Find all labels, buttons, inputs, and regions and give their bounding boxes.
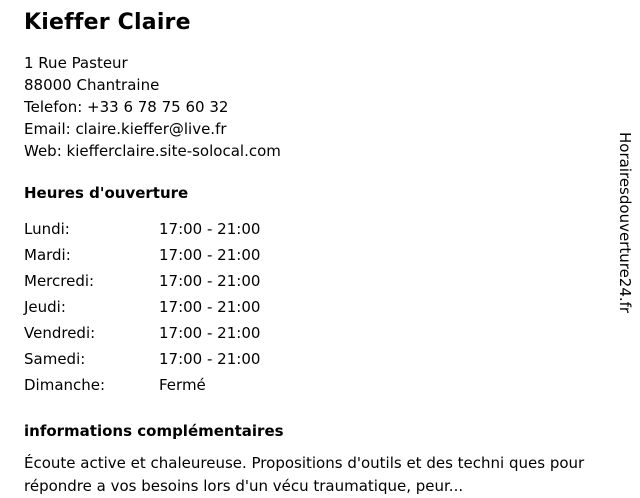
additional-info-title: informations complémentaires (24, 422, 284, 441)
hours-day-label: Lundi: (24, 220, 70, 239)
additional-info-line-1: Écoute active et chaleureuse. Propositions d'outils et des techni (24, 454, 505, 473)
hours-time-value: 17:00 - 21:00 (159, 220, 261, 239)
hours-time-value: 17:00 - 21:00 (159, 298, 261, 317)
hours-day-label: Jeudi: (24, 298, 66, 317)
hours-day-label: Mercredi: (24, 272, 95, 291)
hours-time-value: 17:00 - 21:00 (159, 324, 261, 343)
hours-time-value: 17:00 - 21:00 (159, 350, 261, 369)
hours-day-label: Dimanche: (24, 376, 106, 395)
table-row (24, 346, 339, 372)
hours-time-value: Fermé (159, 376, 206, 395)
additional-info-text (24, 452, 589, 498)
phone-line: Telefon: +33 6 78 75 60 32 (24, 98, 229, 117)
page-title: Kieffer Claire (24, 10, 191, 35)
hours-day-label: Vendredi: (24, 324, 96, 343)
opening-hours-table (24, 216, 339, 398)
email-line: Email: claire.kieffer@live.fr (24, 120, 227, 139)
additional-info-line-2: ques pour répondre a vos besoins lors d'un vécu traumatique, peur... (24, 454, 585, 496)
table-row (24, 268, 339, 294)
table-row (24, 216, 339, 242)
business-card (24, 10, 584, 498)
hours-day-label: Samedi: (24, 350, 86, 369)
address-line-1: 1 Rue Pasteur (24, 54, 128, 73)
website-line: Web: kiefferclaire.site-solocal.com (24, 142, 281, 161)
table-row (24, 294, 339, 320)
table-row (24, 372, 339, 398)
hours-day-label: Mardi: (24, 246, 71, 265)
hours-time-value: 17:00 - 21:00 (159, 246, 261, 265)
table-row (24, 320, 339, 346)
table-row (24, 242, 339, 268)
hours-time-value: 17:00 - 21:00 (159, 272, 261, 291)
opening-hours-title: Heures d'ouverture (24, 184, 189, 203)
watermark-label: Horairesdouverture24.fr (616, 132, 634, 314)
address-line-2: 88000 Chantraine (24, 76, 160, 95)
